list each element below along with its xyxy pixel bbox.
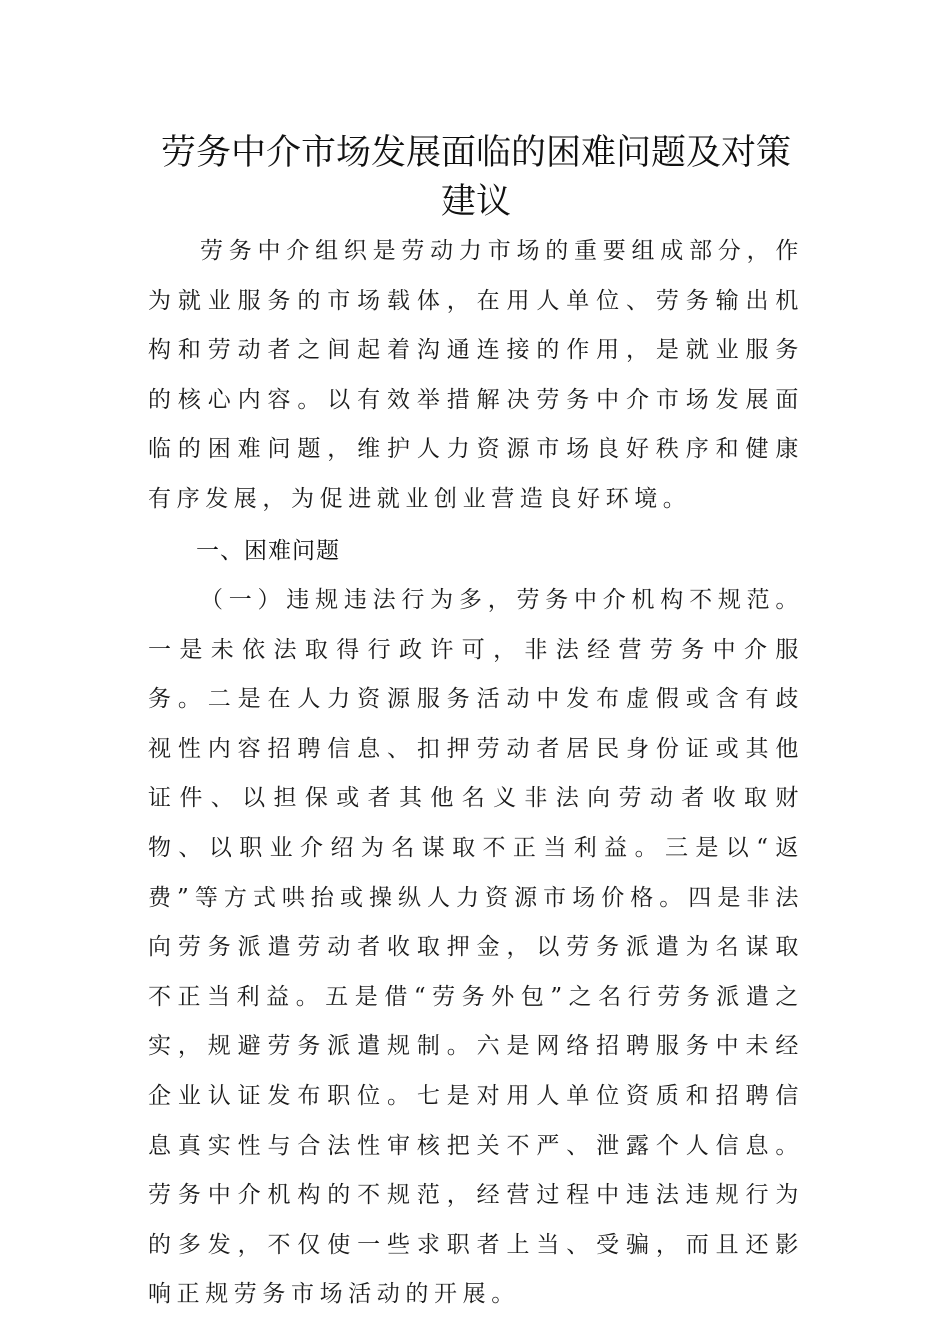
document-title-line1: 劳务中介市场发展面临的困难问题及对策 <box>160 133 791 173</box>
section1-paragraph1: （一）违规违法行为多，劳务中介机构不规范。一是未依法取得行政许可，非法经营劳务中介服务。二是在人力资源服务活动中发布虚假或含有歧视性内容招聘信息、扣押劳动者居民身份证或其他证件、以担保或者其他名义非法向劳动者收取财物、以职业介绍为名谋取不正当利益。三是以“返费”等方式哄抬或操纵人力资源市场价格。四是非法向劳务派遣劳动者收取押金，以劳务派遣为名谋取不正当利益。五是借“劳务外包”之名行劳务派遣之实，规避劳务派遣规制。六是网络招聘服务中未经企业认证发布职位。七是对用人单位资质和招聘信息真实性与合法性审核把关不严、泄露个人信息。劳务中介机构的不规范，经营过程中违法违规行为的多发，不仅使一些求职者上当、受骗，而且还影响正规劳务市场活动的开展。 <box>148 587 804 1308</box>
section-heading-difficulties: 一、困难问题 <box>196 538 340 564</box>
intro-paragraph: 劳务中介组织是劳动力市场的重要组成部分，作为就业服务的市场载体，在用人单位、劳务输出机构和劳动者之间起着沟通连接的作用，是就业服务的核心内容。以有效举措解决劳务中介市场发展面临的困难问题，维护人力资源市场良好秩序和健康有序发展，为促进就业创业营造良好环境。 <box>148 238 804 512</box>
document-title-line2: 建议 <box>440 182 511 222</box>
